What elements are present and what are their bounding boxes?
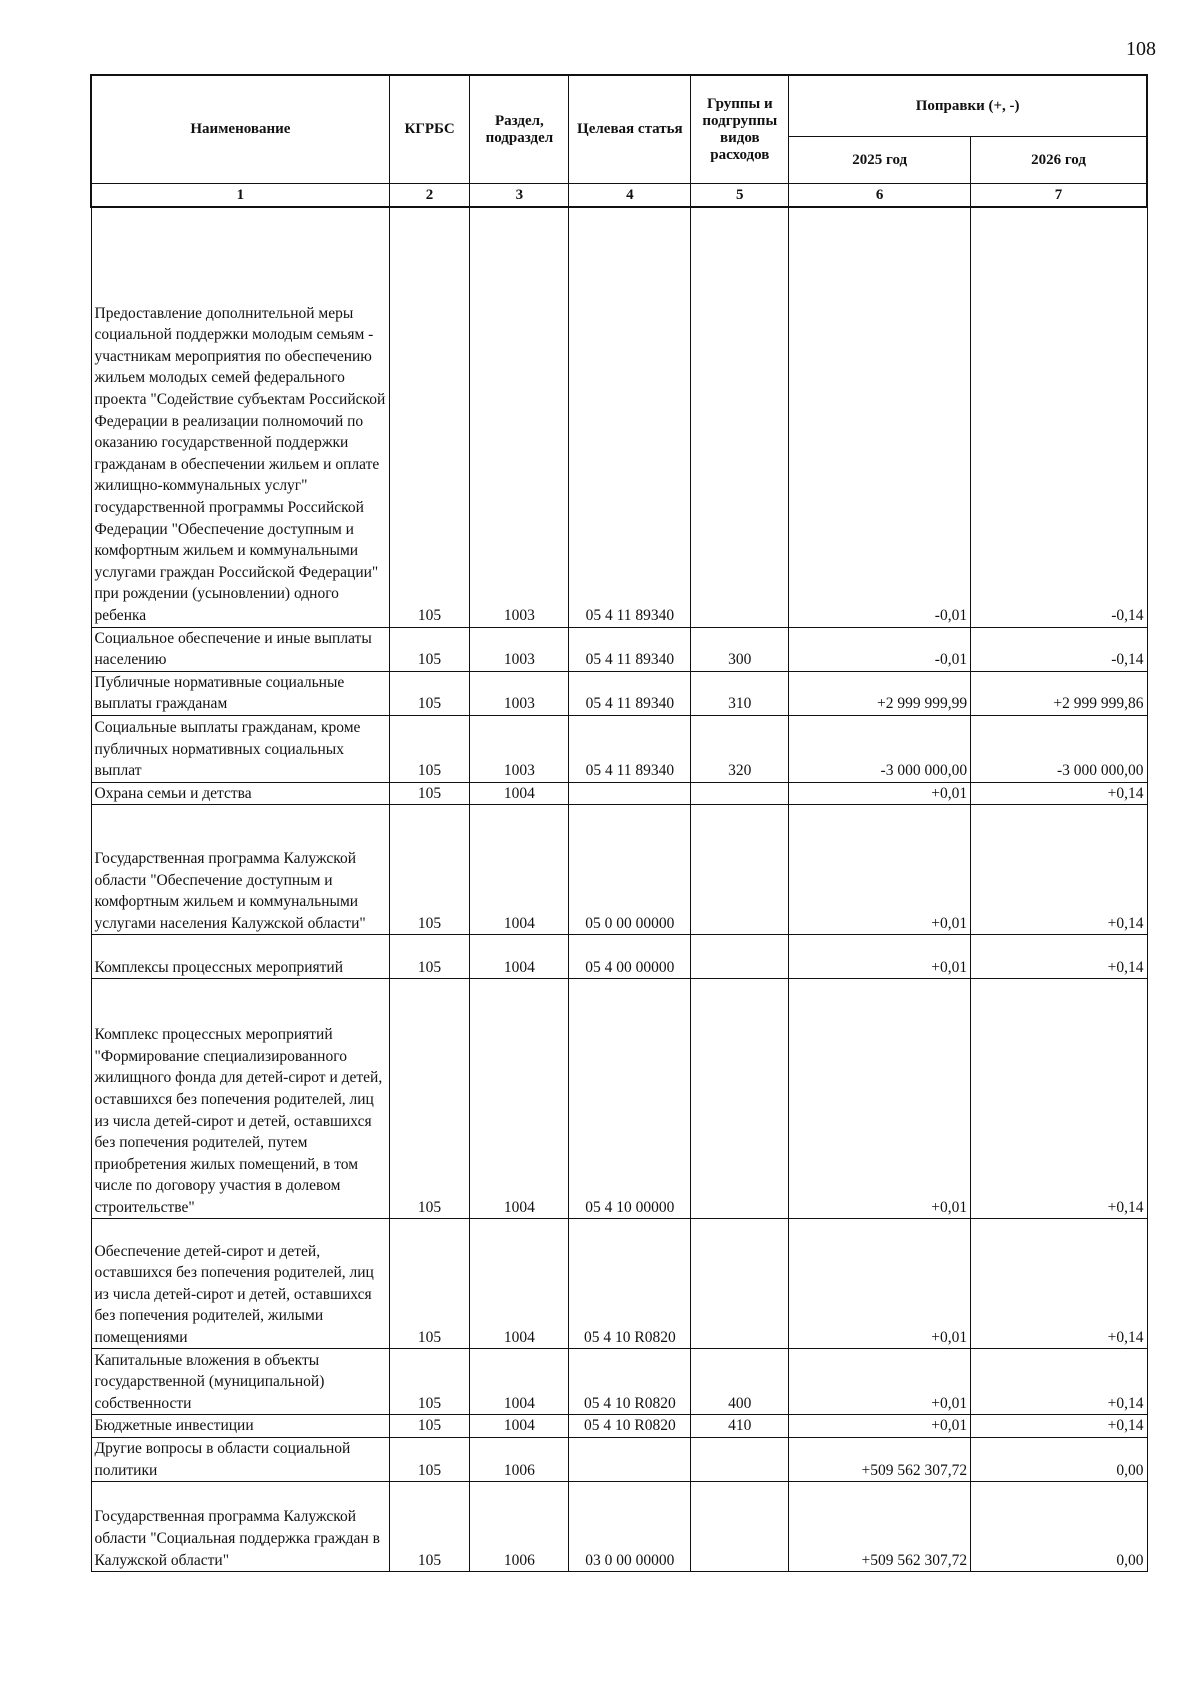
- row-2026: -3 000 000,00: [971, 715, 1147, 782]
- row-kgrbs: 105: [389, 671, 470, 715]
- row-kgrbs: 105: [389, 715, 470, 782]
- row-kgrbs: 105: [389, 1219, 470, 1349]
- column-number: 6: [789, 184, 971, 208]
- row-2026: -0,14: [971, 207, 1147, 627]
- column-number: 2: [389, 184, 470, 208]
- row-2026: +0,14: [971, 935, 1147, 979]
- row-2025: -0,01: [789, 207, 971, 627]
- row-group: 320: [691, 715, 789, 782]
- row-name: Государственная программа Калужской области "Социальная поддержка граждан в Калужской области": [91, 1482, 389, 1572]
- row-group: [691, 1482, 789, 1572]
- row-name: Социальные выплаты гражданам, кроме публичных нормативных социальных выплат: [91, 715, 389, 782]
- row-name: Государственная программа Калужской области "Обеспечение доступным и комфортным жильем и коммунальными услугами населения Калужской области": [91, 805, 389, 935]
- column-number: 5: [691, 184, 789, 208]
- row-section: 1004: [470, 935, 569, 979]
- row-group: [691, 1438, 789, 1482]
- row-target: 05 4 10 R0820: [569, 1349, 691, 1415]
- row-name: Комплексы процессных мероприятий: [91, 935, 389, 979]
- header-amendments: Поправки (+, -): [789, 75, 1147, 137]
- row-2025: +0,01: [789, 979, 971, 1219]
- row-name: Социальное обеспечение и иные выплаты населению: [91, 627, 389, 671]
- row-kgrbs: 105: [389, 782, 470, 805]
- row-2025: +0,01: [789, 935, 971, 979]
- row-2026: +0,14: [971, 782, 1147, 805]
- row-group: [691, 979, 789, 1219]
- row-2025: +0,01: [789, 1219, 971, 1349]
- row-target: 05 4 00 00000: [569, 935, 691, 979]
- table-row: [91, 715, 1147, 782]
- row-kgrbs: 105: [389, 1349, 470, 1415]
- table-row: [91, 805, 1147, 935]
- row-section: 1004: [470, 1349, 569, 1415]
- row-2026: -0,14: [971, 627, 1147, 671]
- table-row: [91, 1482, 1147, 1572]
- row-target: 05 4 11 89340: [569, 715, 691, 782]
- row-name: Охрана семьи и детства: [91, 782, 389, 805]
- header-name: Наименование: [91, 75, 389, 184]
- header-year-2026: 2026 год: [971, 137, 1147, 184]
- row-group: 410: [691, 1415, 789, 1438]
- row-group: [691, 782, 789, 805]
- row-name: Бюджетные инвестиции: [91, 1415, 389, 1438]
- row-kgrbs: 105: [389, 805, 470, 935]
- row-target: 05 4 11 89340: [569, 207, 691, 627]
- row-section: 1003: [470, 627, 569, 671]
- row-name: Обеспечение детей-сирот и детей, оставшихся без попечения родителей, лиц из числа детей-сирот и детей, оставшихся без попечения родителей, жилыми помещениями: [91, 1219, 389, 1349]
- row-2025: -3 000 000,00: [789, 715, 971, 782]
- row-group: 310: [691, 671, 789, 715]
- header-groups: Группы и подгруппы видов расходов: [691, 75, 789, 184]
- row-2026: 0,00: [971, 1438, 1147, 1482]
- row-section: 1003: [470, 207, 569, 627]
- row-name: Предоставление дополнительной меры социальной поддержки молодым семьям - участникам мероприятия по обеспечению жильем молодых семей федерального проекта "Содействие субъектам Российской Федерации в реализации полномочий по оказанию государственной поддержки гражданам в обеспечении жильем и оплате жилищно-коммунальных услуг" государственной программы Российской Федерации "Обеспечение доступным и комфортным жильем и коммунальными услугами граждан Российской Федерации" при рождении (усыновлении) одного ребенка: [91, 207, 389, 627]
- table-row: [91, 935, 1147, 979]
- table-row: [91, 1219, 1147, 1349]
- column-number: 1: [91, 184, 389, 208]
- row-target: 05 4 10 00000: [569, 979, 691, 1219]
- table-body: [91, 207, 1147, 1572]
- row-2026: +0,14: [971, 1349, 1147, 1415]
- row-kgrbs: 105: [389, 627, 470, 671]
- table-row: [91, 671, 1147, 715]
- row-2025: +2 999 999,99: [789, 671, 971, 715]
- row-section: 1003: [470, 671, 569, 715]
- table-row: [91, 1438, 1147, 1482]
- row-name: Комплекс процессных мероприятий "Формирование специализированного жилищного фонда для детей-сирот и детей, оставшихся без попечения родителей, лиц из числа детей-сирот и детей, оставшихся без попечения родителей, путем приобретения жилых помещений, в том числе по договору участия в долевом строительстве": [91, 979, 389, 1219]
- row-target: 03 0 00 00000: [569, 1482, 691, 1572]
- row-section: 1003: [470, 715, 569, 782]
- row-kgrbs: 105: [389, 935, 470, 979]
- row-group: [691, 935, 789, 979]
- row-kgrbs: 105: [389, 1482, 470, 1572]
- row-kgrbs: 105: [389, 1438, 470, 1482]
- row-2025: +509 562 307,72: [789, 1438, 971, 1482]
- row-2026: +0,14: [971, 805, 1147, 935]
- row-group: [691, 1219, 789, 1349]
- column-numbers-row: [91, 184, 1147, 208]
- row-target: 05 4 10 R0820: [569, 1219, 691, 1349]
- row-target: 05 4 11 89340: [569, 627, 691, 671]
- row-2026: +0,14: [971, 1219, 1147, 1349]
- row-name: Публичные нормативные социальные выплаты гражданам: [91, 671, 389, 715]
- header-year-2025: 2025 год: [789, 137, 971, 184]
- table-header: [91, 75, 1147, 207]
- row-2026: +0,14: [971, 1415, 1147, 1438]
- table-row: [91, 979, 1147, 1219]
- row-name: Другие вопросы в области социальной политики: [91, 1438, 389, 1482]
- table-row: [91, 1349, 1147, 1415]
- table-row: [91, 1415, 1147, 1438]
- row-group: [691, 805, 789, 935]
- budget-amendments-table: [90, 74, 1148, 1572]
- row-target: 05 0 00 00000: [569, 805, 691, 935]
- row-section: 1004: [470, 1415, 569, 1438]
- header-target: Целевая статья: [569, 75, 691, 184]
- row-target: [569, 782, 691, 805]
- row-group: 400: [691, 1349, 789, 1415]
- table-row: [91, 207, 1147, 627]
- row-section: 1004: [470, 782, 569, 805]
- row-group: [691, 207, 789, 627]
- row-target: 05 4 11 89340: [569, 671, 691, 715]
- row-section: 1006: [470, 1438, 569, 1482]
- row-2025: -0,01: [789, 627, 971, 671]
- row-kgrbs: 105: [389, 207, 470, 627]
- row-section: 1004: [470, 805, 569, 935]
- table-row: [91, 782, 1147, 805]
- row-section: 1006: [470, 1482, 569, 1572]
- row-2025: +0,01: [789, 1349, 971, 1415]
- row-2025: +0,01: [789, 782, 971, 805]
- table-row: [91, 627, 1147, 671]
- row-2026: +2 999 999,86: [971, 671, 1147, 715]
- header-kgrbs: КГРБС: [389, 75, 470, 184]
- header-section: Раздел, подраздел: [470, 75, 569, 184]
- row-2025: +0,01: [789, 1415, 971, 1438]
- row-target: 05 4 10 R0820: [569, 1415, 691, 1438]
- row-2026: 0,00: [971, 1482, 1147, 1572]
- column-number: 4: [569, 184, 691, 208]
- row-section: 1004: [470, 979, 569, 1219]
- row-2026: +0,14: [971, 979, 1147, 1219]
- page-number: 108: [1126, 38, 1156, 60]
- column-number: 7: [971, 184, 1147, 208]
- column-number: 3: [470, 184, 569, 208]
- row-kgrbs: 105: [389, 1415, 470, 1438]
- row-target: [569, 1438, 691, 1482]
- row-section: 1004: [470, 1219, 569, 1349]
- row-group: 300: [691, 627, 789, 671]
- row-kgrbs: 105: [389, 979, 470, 1219]
- row-name: Капитальные вложения в объекты государственной (муниципальной) собственности: [91, 1349, 389, 1415]
- row-2025: +0,01: [789, 805, 971, 935]
- row-2025: +509 562 307,72: [789, 1482, 971, 1572]
